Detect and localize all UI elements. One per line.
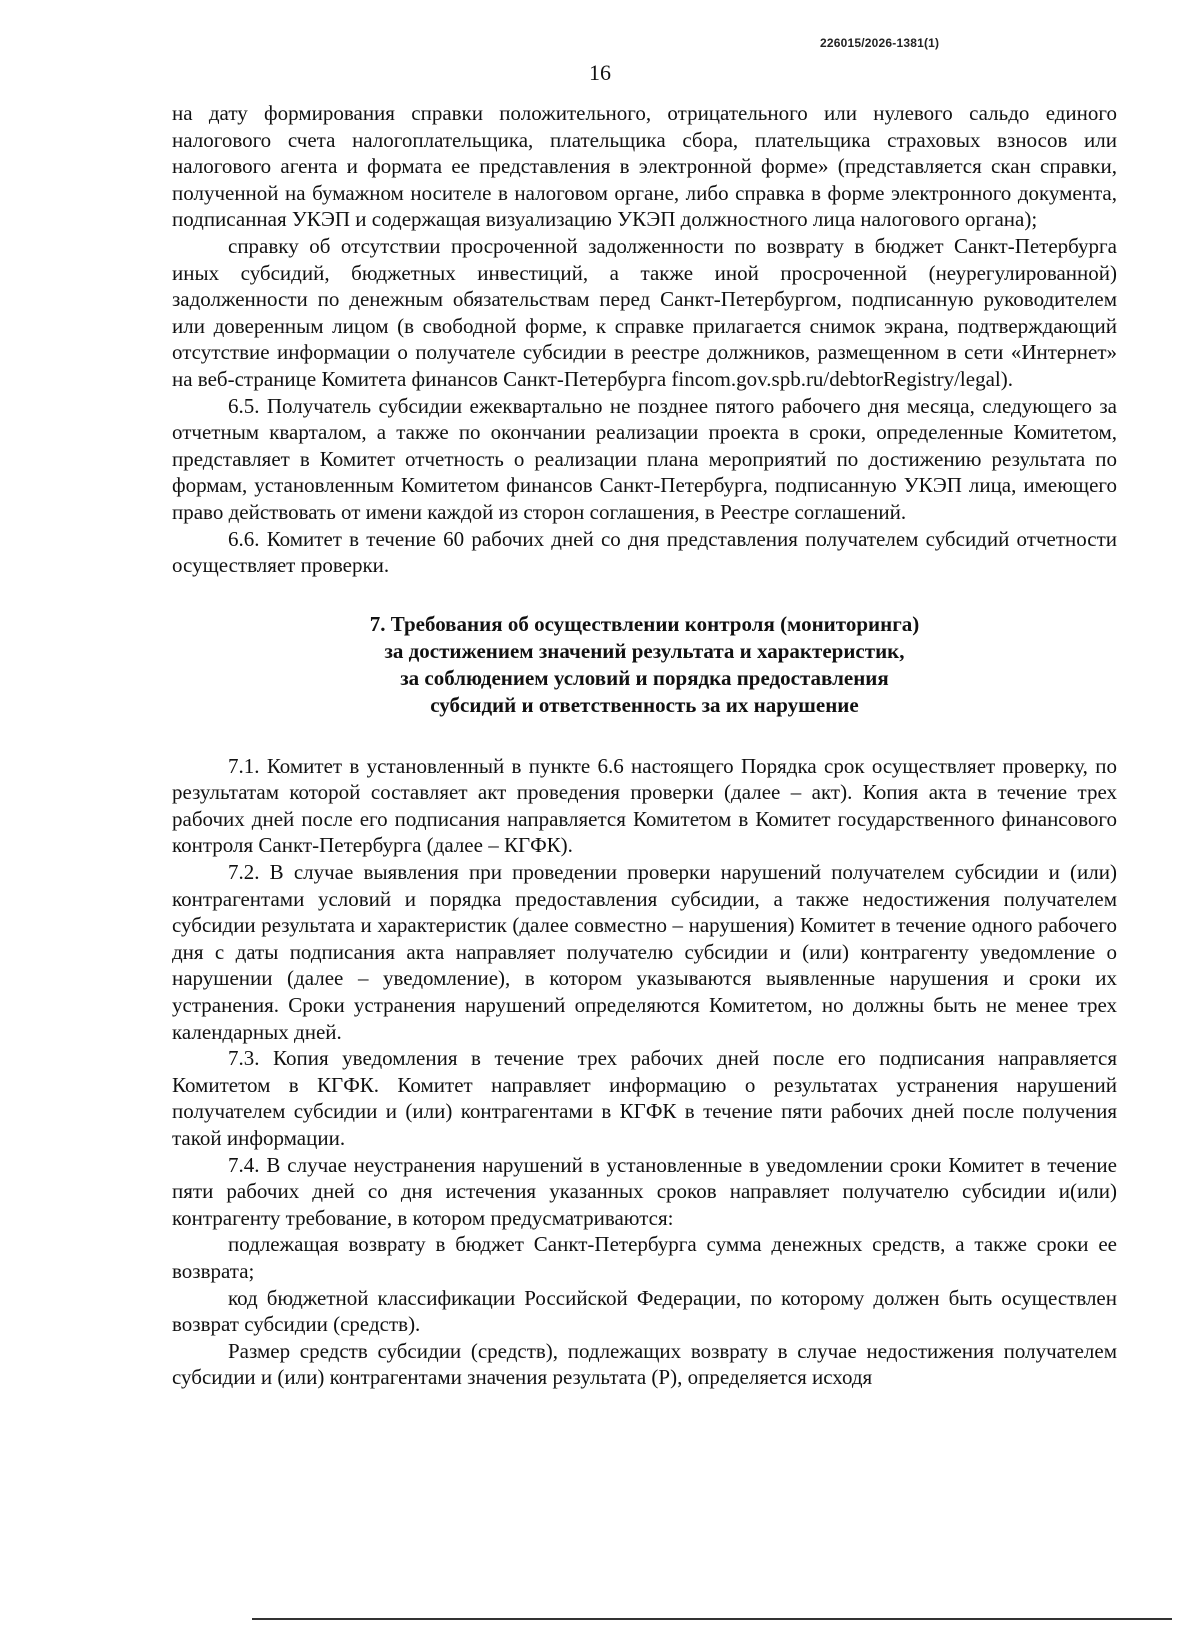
section-heading-line: за достижением значений результата и характеристик, [384, 638, 905, 663]
section-7-heading [172, 611, 1117, 719]
paragraph-refund-amount: подлежащая возврату в бюджет Санкт-Петербурга сумма денежных средств, а также сроки ее возврата; [172, 1232, 1117, 1283]
paragraph-6-5: 6.5. Получатель субсидии ежеквартально не позднее пятого рабочего дня месяца, следующего за отчетным кварталом, а также по окончании реализации проекта в сроки, определенные Комитетом, представляет в Комитет отчетность о реализации плана мероприятий по достижению результата по формам, установленным Комитетом финансов Санкт-Петербурга, подписанную УКЭП лица, имеющего право действовать от имени каждой из сторон соглашения, в Реестре соглашений. [172, 393, 1117, 524]
scan-bottom-edge-line [252, 1618, 1172, 1620]
paragraph-6-6: 6.6. Комитет в течение 60 рабочих дней со дня представления получателем субсидий отчетности осуществляет проверки. [172, 526, 1117, 578]
section-heading-line: 7. Требования об осуществлении контроля (мониторинга) [369, 611, 920, 636]
paragraph-refund-size: Размер средств субсидии (средств), подлежащих возврату в случае недостижения получателем субсидии и (или) контрагентами значения результата (Р), определяется исходя [172, 1338, 1117, 1390]
paragraph-7-4: 7.4. В случае неустранения нарушений в установленные в уведомлении сроки Комитет в течение пяти рабочих дней со дня истечения указанных сроков направляет получателю субсидии и(или) контрагенту требование, в котором предусматриваются: [172, 1152, 1117, 1230]
document-registration-number: 226015/2026-1381(1) [820, 36, 940, 50]
section-heading-line: за соблюдением условий и порядка предоставления [400, 665, 889, 690]
paragraph-continuation: на дату формирования справки положительного, отрицательного или нулевого сальдо единого налогового счета налогоплательщика, плательщика сбора, плательщика страховых взносов или налогового агента и формата ее представления в электронной форме» (представляется скан справки, полученной на бумажном носителе в налоговом органе, либо справка в форме электронного документа, подписанная УКЭП и содержащая визуализацию УКЭП должностного лица налогового органа); [172, 101, 1117, 232]
paragraph-7-3: 7.3. Копия уведомления в течение трех рабочих дней после его подписания направляется Комитетом в КГФК. Комитет направляет информацию о результатах устранения нарушений получателем субсидии и (или) контрагентами в КГФК в течение пяти рабочих дней после получения такой информации. [172, 1046, 1117, 1150]
document-body [172, 100, 1117, 1391]
paragraph-budget-code: код бюджетной классификации Российской Федерации, по которому должен быть осуществлен возврат субсидии (средств). [172, 1285, 1117, 1337]
paragraph-debt-certificate: справку об отсутствии просроченной задолженности по возврату в бюджет Санкт-Петербурга иных субсидий, бюджетных инвестиций, а также иной просроченной (неурегулированной) задолженности по денежным обязательствам перед Санкт-Петербургом, подписанную руководителем или доверенным лицом (в свободной форме, к справке прилагается снимок экрана, подтверждающий отсутствие информации о получателе субсидии в реестре должников, размещенном в сети «Интернет» на веб-странице Комитета финансов Санкт-Петербурга fincom.gov.spb.ru/debtorRegistry/legal). [172, 233, 1117, 391]
paragraph-7-2: 7.2. В случае выявления при проведении проверки нарушений получателем субсидии и (или) контрагентами условий и порядка предоставления субсидии, а также недостижения получателем субсидии результата и характеристик (далее совместно – нарушения) Комитет в течение одного рабочего дня с даты подписания акта направляет получателю субсидии и (или) контрагенту уведомление о нарушении (далее – уведомление), в котором указываются выявленные нарушения и сроки их устранения. Сроки устранения нарушений определяются Комитетом, но должны быть не менее трех календарных дней. [172, 860, 1117, 1044]
section-heading-line: субсидий и ответственность за их нарушение [430, 692, 859, 717]
page-number: 16 [589, 60, 611, 85]
paragraph-7-1: 7.1. Комитет в установленный в пункте 6.6 настоящего Порядка срок осуществляет проверку, по результатам которой составляет акт проведения проверки (далее – акт). Копия акта в течение трех рабочих дней после его подписания направляется Комитетом в Комитет государственного финансового контроля Санкт-Петербурга (далее – КГФК). [172, 753, 1117, 858]
